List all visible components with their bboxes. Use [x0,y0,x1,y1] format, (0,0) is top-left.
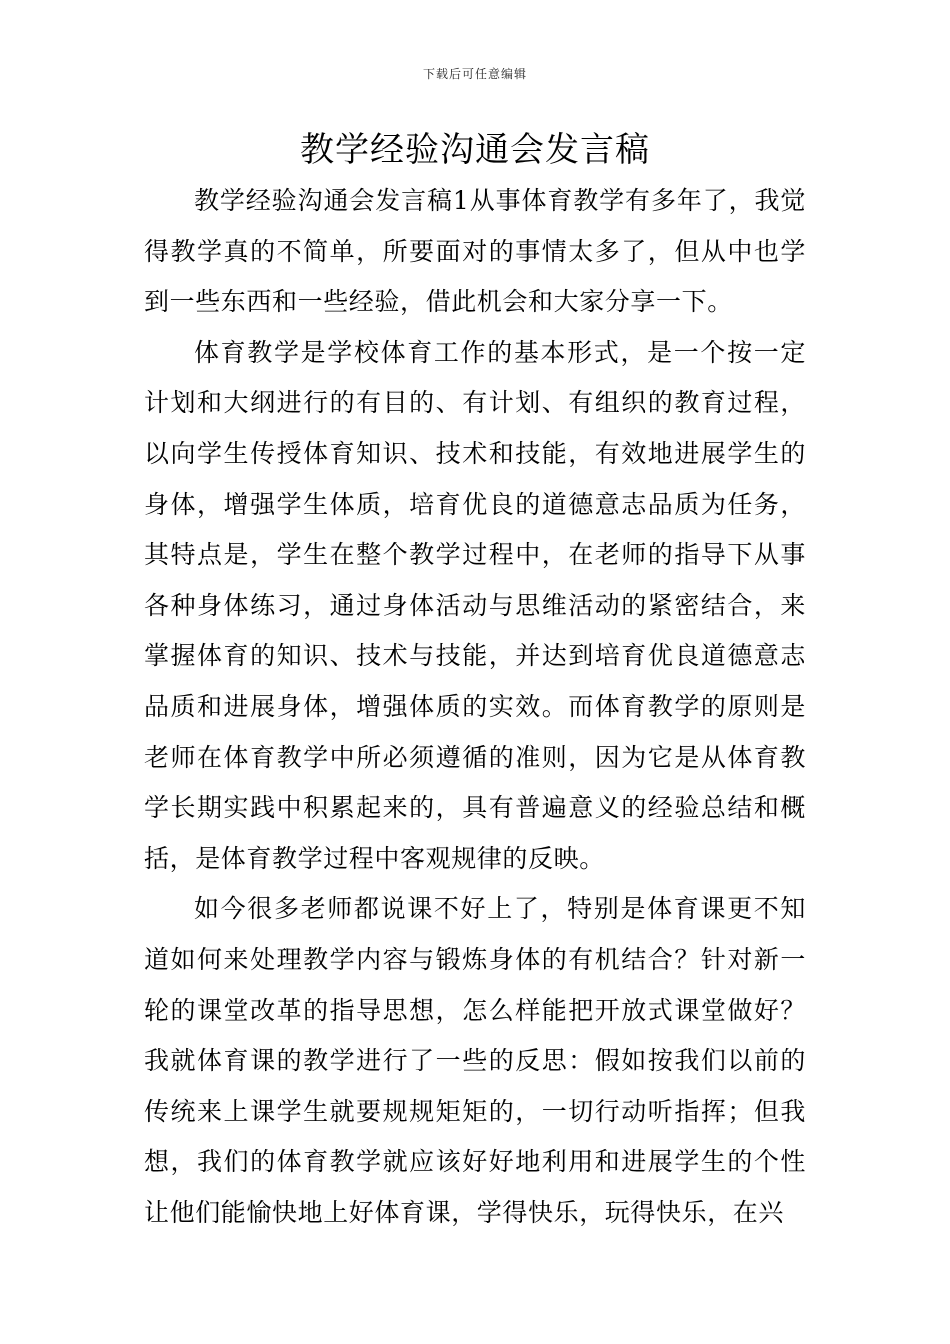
paragraph-3: 如今很多老师都说课不好上了，特别是体育课更不知道如何来处理教学内容与锻炼身体的有机结合？针对新一轮的课堂改革的指导思想，怎么样能把开放式课堂做好？我就体育课的教学进行了一些的反思：假如按我们以前的传统来上课学生就要规规矩矩的，一切行动听指挥；但我想，我们的体育教学就应该好好地利用和进展学生的个性让他们能愉快地上好体育课，学得快乐，玩得快乐，在兴 [144,894,806,1227]
document-title: 教学经验沟通会发言稿 [300,130,650,170]
paragraph-2: 体育教学是学校体育工作的基本形式，是一个按一定计划和大纲进行的有目的、有计划、有组织的教育过程，以向学生传授体育知识、技术和技能，有效地进展学生的身体，增强学生体质，培育优良的道德意志品质为任务，其特点是，学生在整个教学过程中，在老师的指导下从事各种身体练习，通过身体活动与思维活动的紧密结合，来掌握体育的知识、技术与技能，并达到培育优良道德意志品质和进展身体，增强体质的实效。而体育教学的原则是老师在体育教学中所必须遵循的准则，因为它是从体育教学长期实践中积累起来的，具有普遍意义的经验总结和概括，是体育教学过程中客观规律的反映。 [144,337,806,873]
header-note: 下载后可任意编辑 [422,67,527,81]
document-body [144,176,806,1238]
paragraph-1: 教学经验沟通会发言稿1从事体育教学有多年了，我觉得教学真的不简单，所要面对的事情太多了，但从中也学到一些东西和一些经验，借此机会和大家分享一下。 [144,186,806,317]
